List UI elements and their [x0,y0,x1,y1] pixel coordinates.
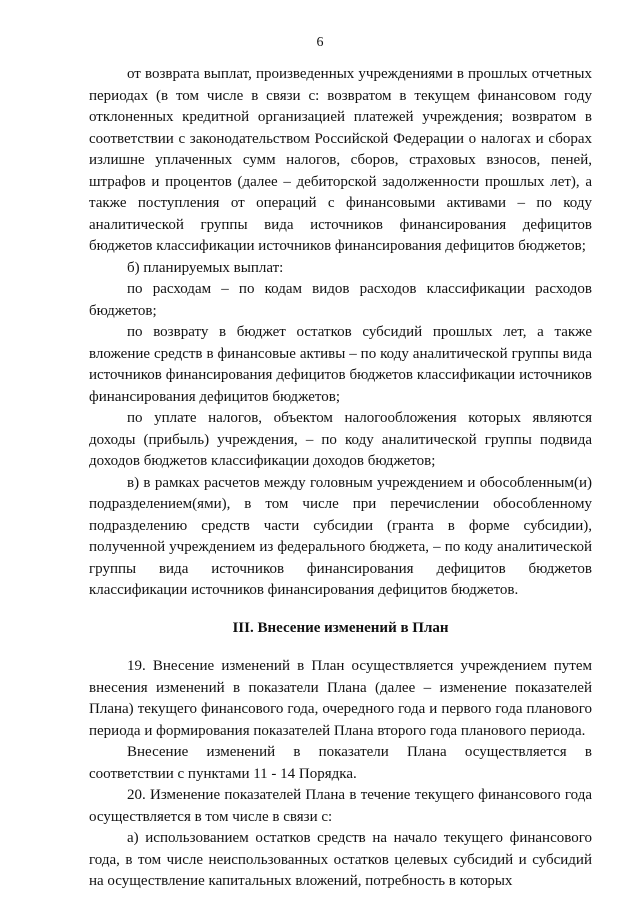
paragraph-item-20a: а) использованием остатков средств на начало текущего финансового года, в том числе неиспользованных остатков целевых субсидий и субсидий на осуществление капитальных вложений, потребность в которых [89,830,592,889]
paragraph-returns: от возврата выплат, произведенных учреждениями в прошлых отчетных периодах (в том числе в связи с: возвратом в текущем финансовом году отклоненных кредитной организацией платежей учреждения; возвратом в соответствии с законодательством Российской Федерации о налогах и сборах излишне уплаченных сумм налогов, сборов, страховых взносов, пеней, штрафов и процентов (далее – дебиторской задолженности прошлых лет), а также поступления от операций с финансовыми активами – по коду аналитической группы вида источников финансирования дефицитов бюджетов классификации источников финансирования дефицитов бюджетов; [89,66,592,254]
paragraph-item-20: 20. Изменение показателей Плана в течение текущего финансового года осуществляется в том числе в связи с: [89,787,592,825]
paragraph-planned-payments: б) планируемых выплат: [127,259,284,276]
section-heading: III. Внесение изменений в План [232,619,449,636]
paragraph-amendment-reference: Внесение изменений в показатели Плана осуществляется в соответствии с пунктами 11 - 14 Порядка. [89,744,592,782]
paragraph-item-19: 19. Внесение изменений в План осуществляется учреждением путем внесения изменений в показатели Плана (далее – изменение показателей Плана) текущего финансового года, очередного года и первого года планового периода и формирования показателей Плана второго года планового периода. [89,658,592,739]
paragraph-subsidy-return: по возврату в бюджет остатков субсидий прошлых лет, а также вложение средств в финансовые активы – по коду аналитической группы вида источников финансирования дефицитов бюджетов классификации источников финансирования дефицитов бюджетов; [89,324,592,405]
document-body [89,64,592,893]
paragraph-taxes: по уплате налогов, объектом налогообложения которых являются доходы (прибыль) учреждения, – по коду аналитической группы подвида доходов бюджетов классификации доходов бюджетов; [89,410,592,469]
page-number: 6 [316,35,324,50]
paragraph-internal-settlements: в) в рамках расчетов между головным учреждением и обособленным(и) подразделением(ями), в том числе при перечислении обособленному подразделению средств части субсидии (гранта в форме субсидии), полученной учреждением из федерального бюджета, – по коду аналитической группы вида источников финансирования дефицитов бюджетов классификации источников финансирования дефицитов бюджетов. [89,474,592,598]
paragraph-expenses: по расходам – по кодам видов расходов классификации расходов бюджетов; [89,281,592,319]
